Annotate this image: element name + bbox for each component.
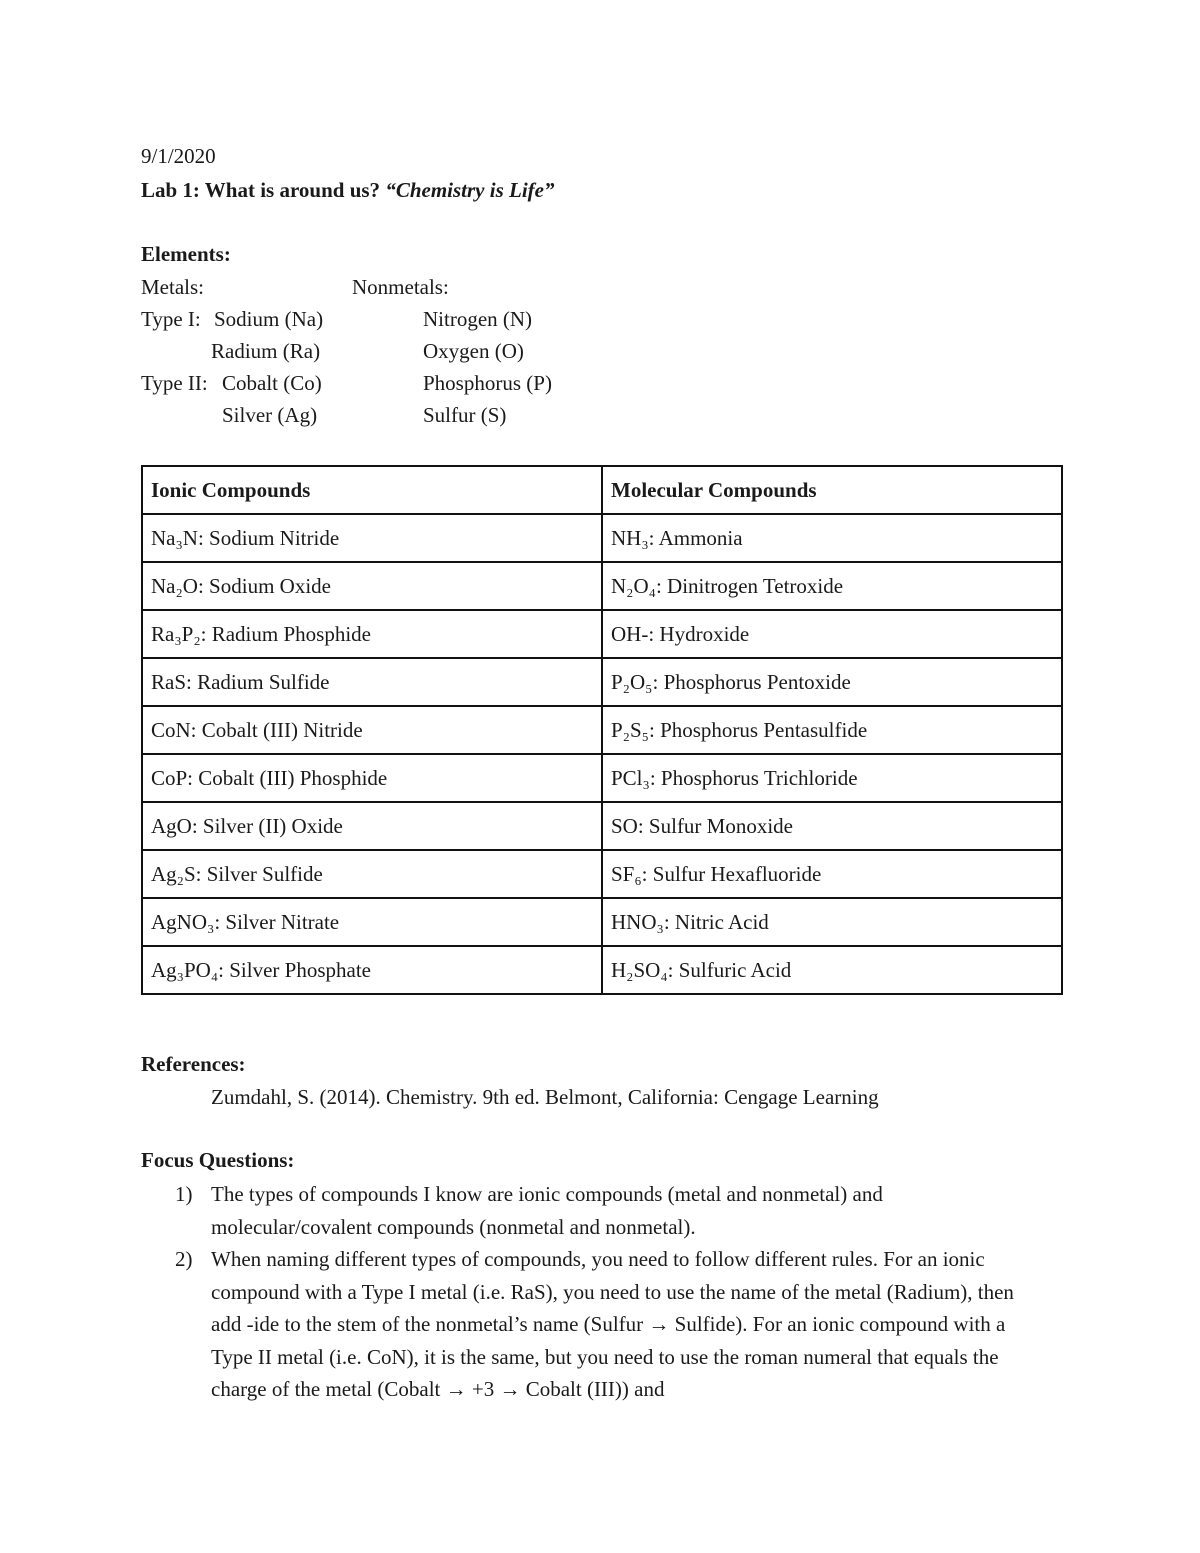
molecular-cell: OH-: Hydroxide (602, 610, 1062, 658)
ionic-cell: Ra₃P₂: Radium Phosphide (142, 610, 602, 658)
nonmetals-label: Nonmetals: (352, 275, 449, 299)
metal-item: Silver (Ag) (222, 403, 318, 427)
molecular-cell: P₂O₅: Phosphorus Pentoxide (602, 658, 1062, 706)
metal-item: Radium (Ra) (211, 339, 321, 363)
question-number: 2) (175, 1247, 193, 1271)
elements-heading: Elements: (141, 242, 231, 266)
table-row (142, 754, 1062, 802)
lab-title-subtitle: “Chemistry is Life” (385, 178, 555, 202)
molecular-cell: NH₃: Ammonia (602, 514, 1062, 562)
lab-title-prefix: Lab 1: What is around us? (141, 178, 386, 202)
ionic-cell: AgO: Silver (II) Oxide (142, 802, 602, 850)
ionic-cell: AgNO₃: Silver Nitrate (142, 898, 602, 946)
focus-questions-heading: Focus Questions: (141, 1148, 295, 1172)
ionic-cell: RaS: Radium Sulfide (142, 658, 602, 706)
molecular-cell: SO: Sulfur Monoxide (602, 802, 1062, 850)
type2-label: Type II: (141, 371, 208, 395)
ionic-cell: Ag₂S: Silver Sulfide (142, 850, 602, 898)
table-row (142, 514, 1062, 562)
nonmetal-item: Phosphorus (P) (423, 371, 552, 395)
molecular-compounds-header: Molecular Compounds (602, 466, 1062, 514)
metal-item: Sodium (Na) (214, 307, 324, 331)
reference-citation: Zumdahl, S. (2014). Chemistry. 9th ed. Belmont, California: Cengage Learning (211, 1085, 879, 1109)
molecular-cell: H₂SO₄: Sulfuric Acid (602, 946, 1062, 994)
lab-title (141, 180, 554, 201)
table-row (142, 610, 1062, 658)
table-row (142, 706, 1062, 754)
question-number: 1) (175, 1182, 193, 1206)
ionic-cell: Na₂O: Sodium Oxide (142, 562, 602, 610)
molecular-cell: PCl₃: Phosphorus Trichloride (602, 754, 1062, 802)
table-header-row (142, 466, 1062, 514)
ionic-cell: Ag₃PO₄: Silver Phosphate (142, 946, 602, 994)
ionic-cell: CoN: Cobalt (III) Nitride (142, 706, 602, 754)
ionic-cell: CoP: Cobalt (III) Phosphide (142, 754, 602, 802)
question-text: The types of compounds I know are ionic compounds (metal and nonmetal) and molecular/covalent compounds (nonmetal and nonmetal). (211, 1182, 883, 1239)
molecular-cell: P₂S₅: Phosphorus Pentasulfide (602, 706, 1062, 754)
table-row (142, 658, 1062, 706)
references-heading: References: (141, 1052, 246, 1076)
ionic-compounds-header: Ionic Compounds (142, 466, 602, 514)
table-row (142, 802, 1062, 850)
nonmetal-item: Nitrogen (N) (423, 307, 533, 331)
compounds-table (141, 465, 1063, 995)
molecular-cell: N₂O₄: Dinitrogen Tetroxide (602, 562, 1062, 610)
date: 9/1/2020 (141, 144, 216, 168)
table-row (142, 850, 1062, 898)
molecular-cell: SF₆: Sulfur Hexafluoride (602, 850, 1062, 898)
type1-label: Type I: (141, 307, 201, 331)
focus-questions-list (141, 1178, 1041, 1406)
ionic-cell: Na₃N: Sodium Nitride (142, 514, 602, 562)
table-row (142, 946, 1062, 994)
question-text: When naming different types of compounds, you need to follow different rules. For an ionic compound with a Type I metal (i.e. RaS), you need to use the name of the metal (Radium), then add -ide to the stem of the nonmetal’s name (Sulfur → Sulfide). For an ionic compound with a Type II metal (i.e. CoN), it is the same, but you need to use the roman numeral that equals the charge of the metal (Cobalt → +3 → Cobalt (III)) and (211, 1247, 1014, 1401)
table-row (142, 898, 1062, 946)
list-item (141, 1178, 1041, 1243)
metal-item: Cobalt (Co) (222, 371, 322, 395)
list-item (141, 1243, 1041, 1406)
metals-label: Metals: (141, 275, 204, 299)
nonmetal-item: Sulfur (S) (423, 403, 507, 427)
nonmetal-item: Oxygen (O) (423, 339, 524, 363)
molecular-cell: HNO₃: Nitric Acid (602, 898, 1062, 946)
table-row (142, 562, 1062, 610)
